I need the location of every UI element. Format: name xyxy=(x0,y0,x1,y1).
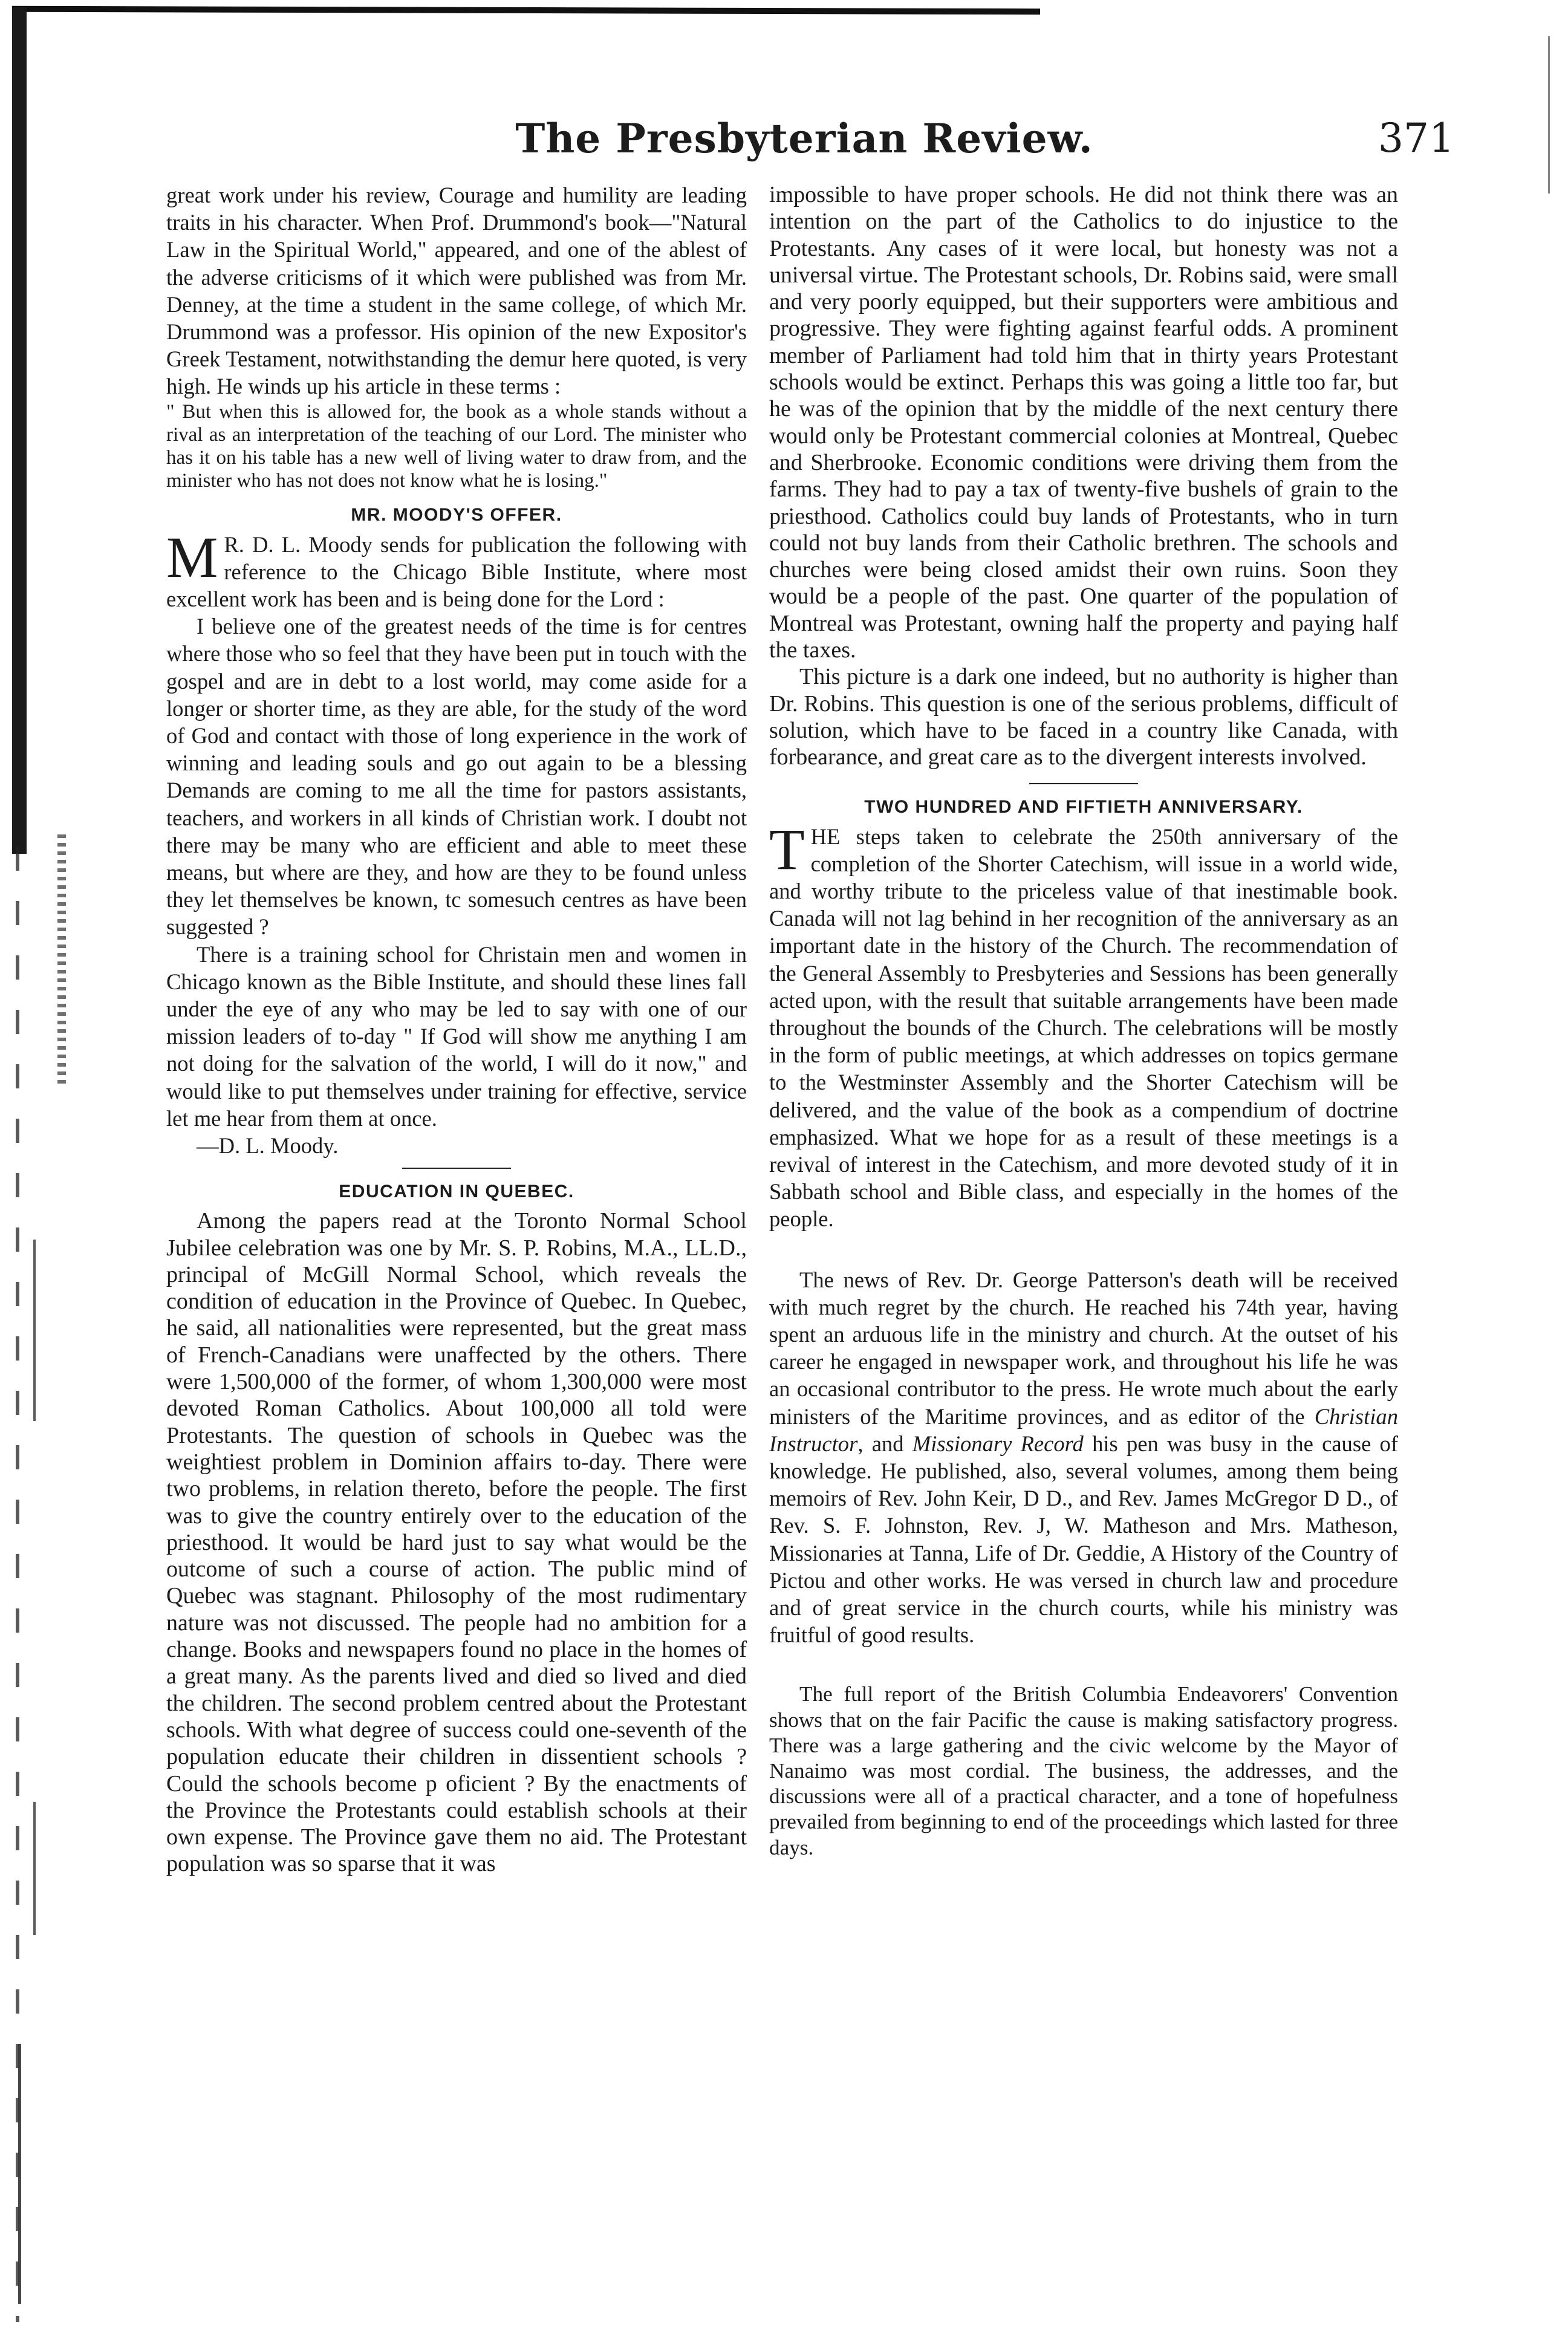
paragraph-text: R. D. L. Moody sends for publication the following with reference to the Chicago Bible Institute, where most excellent work has been and is being done for the Lord : xyxy=(166,532,747,612)
paragraph: The full report of the British Columbia Endeavorers' Convention shows that on the fair Pacific the cause is making satisfactory progress. There was a large gathering and the civic welcome by the Mayor of Nanaimo was most cordial. The business, the addresses, and the discussions were all of a practical character, and a tone of hopefulness prevailed from beginning to end of the proceedings which lasted for three days. xyxy=(769,1682,1398,1859)
spacer xyxy=(769,1233,1398,1266)
left-column xyxy=(166,181,747,1878)
section-rule xyxy=(402,1168,511,1169)
paragraph-text: , and xyxy=(857,1431,912,1456)
block-quote: " But when this is allowed for, the book as a whole stands without a rival as an interpretation of the teaching of our Lord. The minister who has it on his table has a new well of living water to draw from, and the minister who has not does not know what he is losing." xyxy=(166,400,747,492)
paragraph-text: his pen was busy in the cause of knowledge. He published, also, several volumes, among them being memoirs of Rev. John Keir, D D., and Rev. James McGregor D D., of Rev. S. F. Johnston, Rev. J, W. Matheson and Mrs. Matheson, Missionaries at Tanna, Life of Dr. Geddie, A History of the Country of Pictou and other works. He was versed in church law and procedure and of great service in the church courts, while his ministry was fruitful of good results. xyxy=(769,1431,1399,1648)
section-rule xyxy=(1029,783,1138,784)
scan-mark xyxy=(18,2044,21,2304)
page-border-top xyxy=(12,6,1040,15)
scan-mark xyxy=(33,1802,36,1935)
paragraph-text: The news of Rev. Dr. George Patterson's death will be received with much regret by the church. He reached his 74th year, having spent an arduous life in the ministry and church. At the outset of his career he engaged in newspaper work, and throughout his life he was an occasional contributor to the press. He wrote much about the early ministers of the Maritime provinces, and as editor of the xyxy=(769,1267,1398,1429)
paragraph: There is a training school for Christain men and women in Chicago known as the Bible Institute, and should these lines fall under the eye of any who may be led to say with one of our mission leaders of to-day " If God will show me anything I am not doing for the salvation of the world, I will do it now," and would like to put themselves under training for effective, service let me hear from them at once. xyxy=(166,941,747,1131)
section-heading-quebec: EDUCATION IN QUEBEC. xyxy=(339,1182,574,1202)
page-border-left xyxy=(12,7,27,854)
drop-cap: T xyxy=(769,816,805,882)
scan-mark xyxy=(33,1240,36,1421)
section-heading-moody: MR. MOODY'S OFFER. xyxy=(351,504,562,525)
paragraph: Among the papers read at the Toronto Normal School Jubilee celebration was one by Mr. S. P. Robins, M.A., LL.D., principal of McGill Normal School, which reveals the condition of education in the Province of Quebec. In Quebec, he said, all nationalities were represented, but the great mass of French-Canadians were unaffected by the others. There were 1,500,000 of the former, of whom 1,300,000 were most devoted Roman Catholics. About 100,000 all told were Protestants. The question of schools in Quebec was the weightiest problem in Dominion affairs to-day. There were two problems, in relation thereto, before the people. The first was to give the country entirely over to the education of the priesthood. It would be hard just to say what would be the outcome of such a course of action. The public mind of Quebec was stagnant. Philosophy of the most rudimentary nature was not discussed. The people had no ambition for a change. Books and newspapers found no place in the homes of a great many. As the parents lived and died so lived and died the children. The second problem centred about the Protestant schools. With what degree of success could one-seventh of the population educate their children in dissentient schools ? Could the schools become p oficient ? By the enactments of the Province the Protestants could establish schools at their own expense. The Province gave them no aid. The Protestant population was so sparse that it was xyxy=(166,1208,747,1877)
scan-mark xyxy=(1548,36,1550,193)
publication-title: Christian Instructor xyxy=(769,1403,1398,1456)
paragraph: I believe one of the greatest needs of the time is for centres where those who so feel that they have been put in touch with the gospel and are in debt to a lost world, may come aside for a longer or shorter time, as they are able, for the study of the word of God and contact with those of long experience in the work of winning and leading souls and go out again to be a blessing Demands are coming to me all the time for pastors assistants, teachers, and workers in all kinds of Christian work. I doubt not there may be many who are efficient and able to meet these means, but where are they, and how are they to be found unless they let themselves be known, tc somesuch centres as have been suggested ? xyxy=(166,614,747,940)
paragraph-text: HE steps taken to celebrate the 250th anniversary of the completion of the Shorter Catechism, will issue in a world wide, and worthy tribute to the priceless value of that inestimable book. Canada will not lag behind in her recognition of the anniversary as an important date in the history of the Church. The recommendation of the General Assembly to Presbyteries and Sessions has been generally acted upon, with the result that suitable arrangements have been made throughout the bounds of the Church. The celebrations will be mostly in the form of public meetings, at which addresses on topics germane to the Westminster Assembly and the Shorter Catechism will be delivered, and the value of the book as a compendium of doctrine emphasized. What we hope for as a result of these meetings is a revival of interest in the Catechism, and more devoted study of it in Sabbath school and Bible class, and especially in the homes of the people. xyxy=(769,824,1398,1232)
drop-cap: M xyxy=(166,524,218,590)
spacer xyxy=(769,1648,1398,1682)
paragraph: impossible to have proper schools. He did not think there was an intention on the part of the Catholics to do injustice to the Protestants. Any cases of it were local, but honesty was not a universal virtue. The Protestant schools, Dr. Robins said, were small and very poorly equipped, but their supporters were ambitious and progressive. They were fighting against fearful odds. A prominent member of Parliament had told him that in thirty years Protestant schools would be extinct. Perhaps this was going a little too far, but he was of the opinion that by the middle of the next century there would only be Protestant commercial colonies at Montreal, Quebec and Sherbrooke. Economic conditions were driving them from the farms. They had to pay a tax of twenty-five bushels of grain to the priesthood. Catholics could buy lands of Protestants, who in turn could not buy lands from their Catholic brethren. The schools and churches were being closed amidst their own ruins. Soon they would be a people of the past. One quarter of the population of Montreal was Protestant, owning half the property and paying half the taxes. xyxy=(769,182,1398,663)
right-column xyxy=(769,181,1398,1861)
page-header xyxy=(154,115,1454,172)
running-title: The Presbyterian Review. xyxy=(515,115,1093,162)
paragraph: This picture is a dark one indeed, but no authority is higher than Dr. Robins. This question is one of the serious problems, difficult of solution, which have to be faced in a country like Canada, with forbearance, and great care as to the divergent interests involved. xyxy=(769,664,1398,770)
page-number: 371 xyxy=(1378,115,1454,161)
paragraph-moody-intro xyxy=(166,524,747,613)
paragraph-patterson xyxy=(769,1266,1398,1649)
scan-mark xyxy=(57,834,66,1088)
paragraph-anniversary xyxy=(769,816,1398,1233)
publication-title: Missionary Record xyxy=(912,1431,1084,1456)
signature: —D. L. Moody. xyxy=(197,1133,339,1159)
paragraph: great work under his review, Courage and humility are leading traits in his character. When Prof. Drummond's book—"Natural Law in the Spiritual World," appeared, and one of the ablest of the adverse criticisms of it which were published was from Mr. Denney, at the time a student in the same college, of which Mr. Drummond was a professor. His opinion of the new Expositor's Greek Testament, notwithstanding the demur here quoted, is very high. He winds up his article in these terms : xyxy=(166,183,747,399)
section-heading-anniversary: TWO HUNDRED AND FIFTIETH ANNIVERSARY. xyxy=(864,796,1303,817)
